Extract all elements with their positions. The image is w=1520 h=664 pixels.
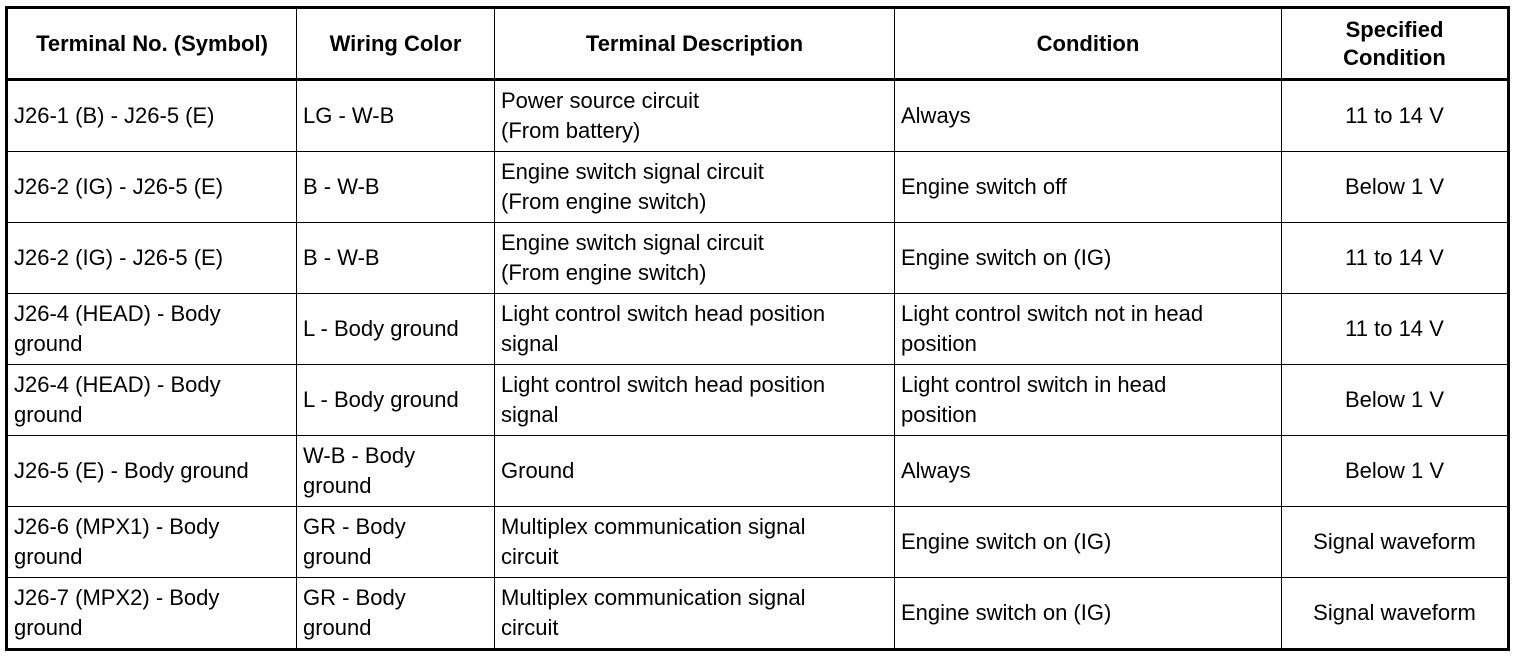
cell-terminal: J26-1 (B) - J26-5 (E) (7, 80, 297, 152)
cell-specified-condition: 11 to 14 V (1282, 80, 1509, 152)
cell-condition: Engine switch on (IG) (895, 507, 1282, 578)
cell-terminal: J26-6 (MPX1) - Body ground (7, 507, 297, 578)
cell-terminal: J26-2 (IG) - J26-5 (E) (7, 223, 297, 294)
table-row (7, 365, 1509, 436)
header-terminal: Terminal No. (Symbol) (7, 8, 297, 80)
cell-wiring-color: L - Body ground (297, 365, 495, 436)
terminal-table-container (5, 6, 1510, 651)
header-condition: Condition (895, 8, 1282, 80)
table-header (7, 8, 1509, 80)
cell-specified-condition: 11 to 14 V (1282, 223, 1509, 294)
table-row (7, 436, 1509, 507)
cell-condition: Light control switch in head position (895, 365, 1282, 436)
cell-description: Light control switch head position signal (495, 294, 895, 365)
cell-terminal: J26-2 (IG) - J26-5 (E) (7, 152, 297, 223)
cell-terminal: J26-7 (MPX2) - Body ground (7, 578, 297, 650)
table-row (7, 294, 1509, 365)
cell-specified-condition: Below 1 V (1282, 436, 1509, 507)
header-terminal-description: Terminal Description (495, 8, 895, 80)
cell-wiring-color: L - Body ground (297, 294, 495, 365)
cell-description: Multiplex communication signal circuit (495, 507, 895, 578)
cell-wiring-color: B - W-B (297, 152, 495, 223)
cell-specified-condition: Signal waveform (1282, 578, 1509, 650)
table-row (7, 507, 1509, 578)
cell-specified-condition: Below 1 V (1282, 152, 1509, 223)
cell-terminal: J26-5 (E) - Body ground (7, 436, 297, 507)
cell-specified-condition: 11 to 14 V (1282, 294, 1509, 365)
cell-wiring-color: GR - Body ground (297, 507, 495, 578)
cell-condition: Always (895, 436, 1282, 507)
header-specified-condition: Specified Condition (1282, 8, 1509, 80)
table-row (7, 152, 1509, 223)
cell-specified-condition: Signal waveform (1282, 507, 1509, 578)
header-wiring-color: Wiring Color (297, 8, 495, 80)
cell-condition: Engine switch off (895, 152, 1282, 223)
header-row (7, 8, 1509, 80)
cell-condition: Engine switch on (IG) (895, 223, 1282, 294)
terminal-table (5, 6, 1510, 651)
cell-description: Engine switch signal circuit (From engine switch) (495, 223, 895, 294)
cell-description: Power source circuit (From battery) (495, 80, 895, 152)
cell-condition: Light control switch not in head position (895, 294, 1282, 365)
cell-wiring-color: LG - W-B (297, 80, 495, 152)
cell-condition: Engine switch on (IG) (895, 578, 1282, 650)
cell-specified-condition: Below 1 V (1282, 365, 1509, 436)
cell-wiring-color: B - W-B (297, 223, 495, 294)
cell-description: Multiplex communication signal circuit (495, 578, 895, 650)
table-row (7, 578, 1509, 650)
cell-terminal: J26-4 (HEAD) - Body ground (7, 365, 297, 436)
table-row (7, 80, 1509, 152)
cell-description: Light control switch head position signal (495, 365, 895, 436)
cell-condition: Always (895, 80, 1282, 152)
cell-terminal: J26-4 (HEAD) - Body ground (7, 294, 297, 365)
cell-wiring-color: W-B - Body ground (297, 436, 495, 507)
cell-wiring-color: GR - Body ground (297, 578, 495, 650)
cell-description: Engine switch signal circuit (From engine switch) (495, 152, 895, 223)
cell-description: Ground (495, 436, 895, 507)
table-body (7, 80, 1509, 650)
table-row (7, 223, 1509, 294)
